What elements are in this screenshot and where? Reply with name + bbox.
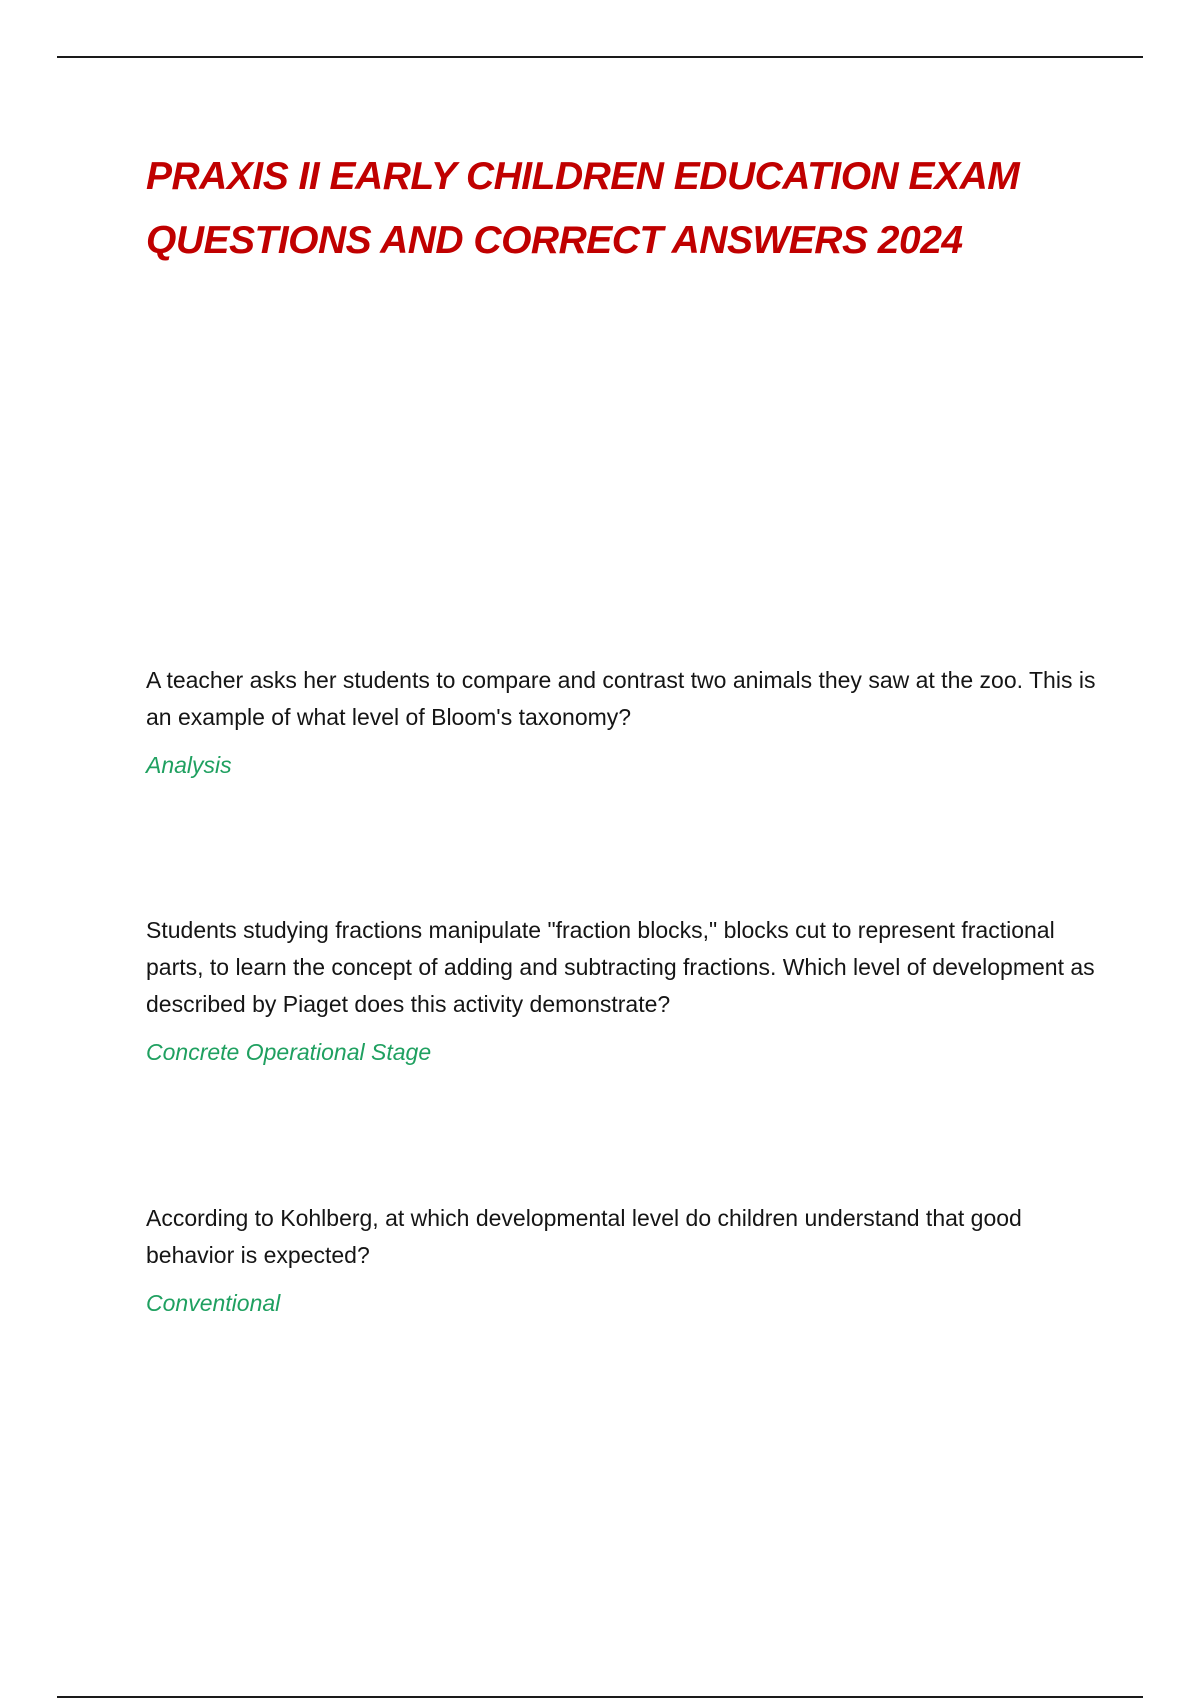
qa-item [146, 662, 1106, 784]
qa-item [146, 1200, 1106, 1322]
title-line-2: QUESTIONS AND CORRECT ANSWERS 2024 [146, 219, 963, 262]
document-title [146, 145, 1106, 273]
bottom-rule [57, 1696, 1143, 1698]
question-text: A teacher asks her students to compare and contrast two animals they saw at the zoo. This is an example of what level of Bloom's taxonomy? [146, 667, 1096, 730]
top-rule [57, 56, 1143, 58]
answer-text: Conventional [146, 1290, 281, 1316]
answer-text: Analysis [146, 752, 232, 778]
answer-text: Concrete Operational Stage [146, 1039, 432, 1065]
title-line-1: PRAXIS II EARLY CHILDREN EDUCATION EXAM [146, 155, 1020, 198]
question-text: Students studying fractions manipulate "fraction blocks," blocks cut to represent fractional parts, to learn the concept of adding and subtracting fractions. Which level of development as described by Piaget does this activity demonstrate? [146, 917, 1095, 1017]
qa-item [146, 912, 1106, 1071]
question-text: According to Kohlberg, at which developmental level do children understand that good behavior is expected? [146, 1205, 1022, 1268]
